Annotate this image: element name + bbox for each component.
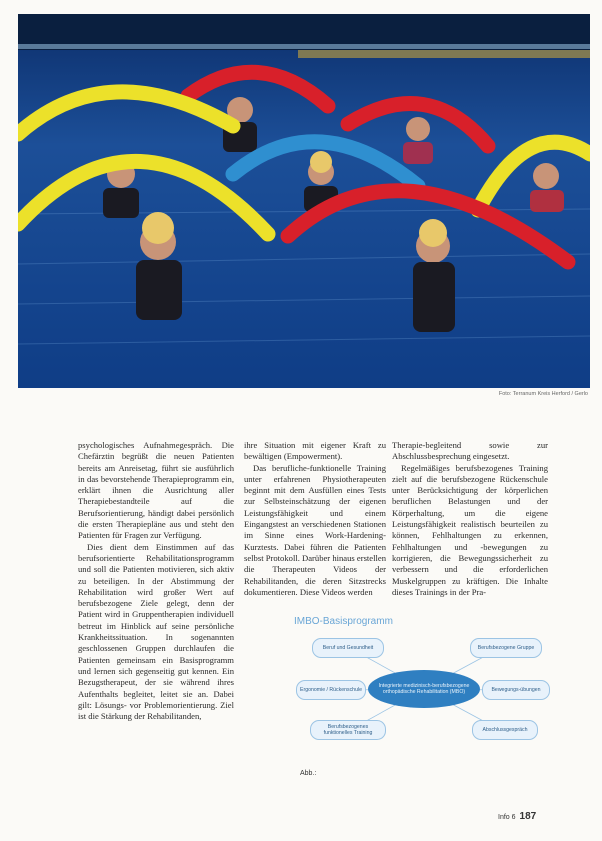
diagram-node: Berufsbezogene Gruppe [470,638,542,658]
diagram-title: IMBO-Basisprogramm [294,616,393,627]
photo-credit: Foto: Terranum Kreis Herford / Gerlo [498,391,588,397]
page-footer [498,811,536,822]
figure-caption: Abb.: [300,770,317,777]
magazine-name: Info 6 [498,814,516,821]
imbo-diagram [290,612,555,764]
paragraph: Regelmäßiges berufsbezogenes Training zielt auf die berufsbezogene Rückenschule unter Berücksichtigung der körperlichen beruflichen Belastungen und der Körperhaltung, um die eigene Leistungsfähigkeit realistisch beurteilen zu können, Fehlhaltungen zu erkennen, Fehlhaltungen und -bewegungen zu korrigieren, die Bewegungssicherheit zu verbessern und die erforderlichen Muskelgruppen zu kräftigen. Die Inhalte dieses Trainings in der Pra- [392,462,548,597]
diagram-node: Beruf und Gesundheit [312,638,384,658]
article-column-1 [78,440,234,722]
aqua-fitness-photo [18,14,590,388]
diagram-node: Bewegungs-übungen [482,680,550,700]
paragraph: psychologisches Aufnahmegespräch. Die Chefärztin begrüßt die neuen Patienten bereits am Anreisetag, führt sie ausführlich in das bevorstehende Therapieprogramm ein, erklärt ihnen die Ausrichtung aller Therapiebestandteile auf die Berufsorientierung, händigt dabei persönlich die ersten Therapiepläne aus und steht den Patienten für Fragen zur Verfügung. [78,440,234,541]
paragraph: Dies dient dem Einstimmen auf das berufsorientierte Rehabilitationsprogramm und soll die Patienten motivieren, sich aktiv zu beteiligen. In der Abstimmung der Rehabilitation wird großer Wert auf berufsbezogene Ziele gelegt, denn der Patient wird in Gruppentherapien individuell betreut im Hinblick auf seine persönliche Krankheitssituation. In sogenannten geschlossenen Gruppen durchlaufen die Patienten gemeinsam ein Basisprogramm und lernen sich gegenseitig gut kennen. Ein Bezugstherapeut, der sie während ihres Aufenthalts begleitet, leitet sie an. Dabei gilt: Lösungs- vor Problemorientierung. Ziel ist die Stärkung der Rehabilitanden, [78,541,234,722]
page-number: 187 [519,811,537,822]
diagram-node: Ergonomie / Rückenschule [296,680,366,700]
diagram-center-node: Integrierte medizinisch-berufsbezogene orthopädische Rehabilitation (MBO) [368,670,480,708]
paragraph: Therapie-begleitend sowie zur Abschlussbesprechung eingesetzt. [392,440,548,462]
pool-photo [18,14,590,388]
article-column-3 [392,440,548,598]
diagram-node: Berufsbezogenes funktionelles Training [310,720,386,740]
paragraph: ihre Situation mit eigener Kraft zu bewältigen (Empowerment). [244,440,386,462]
article-column-2 [244,440,386,598]
paragraph: Das berufliche-funktionelle Training unter erfahrenen Physiotherapeuten beginnt mit dem Ausfüllen eines Tests zur Selbsteinschätzung der eigenen Leistungsfähigkeit und einem Eingangstest an verschiedenen Stationen im Sinne eines Work-Hardening-Kurztests. Dabei führen die Patienten selbst Protokoll. Darüber hinaus erstellen die Therapeuten Videos der Rehabilitanden, die deren Sitzstrecks dokumentieren. Diese Videos werden [244,462,387,597]
diagram-node: Abschlussgespräch [472,720,538,740]
